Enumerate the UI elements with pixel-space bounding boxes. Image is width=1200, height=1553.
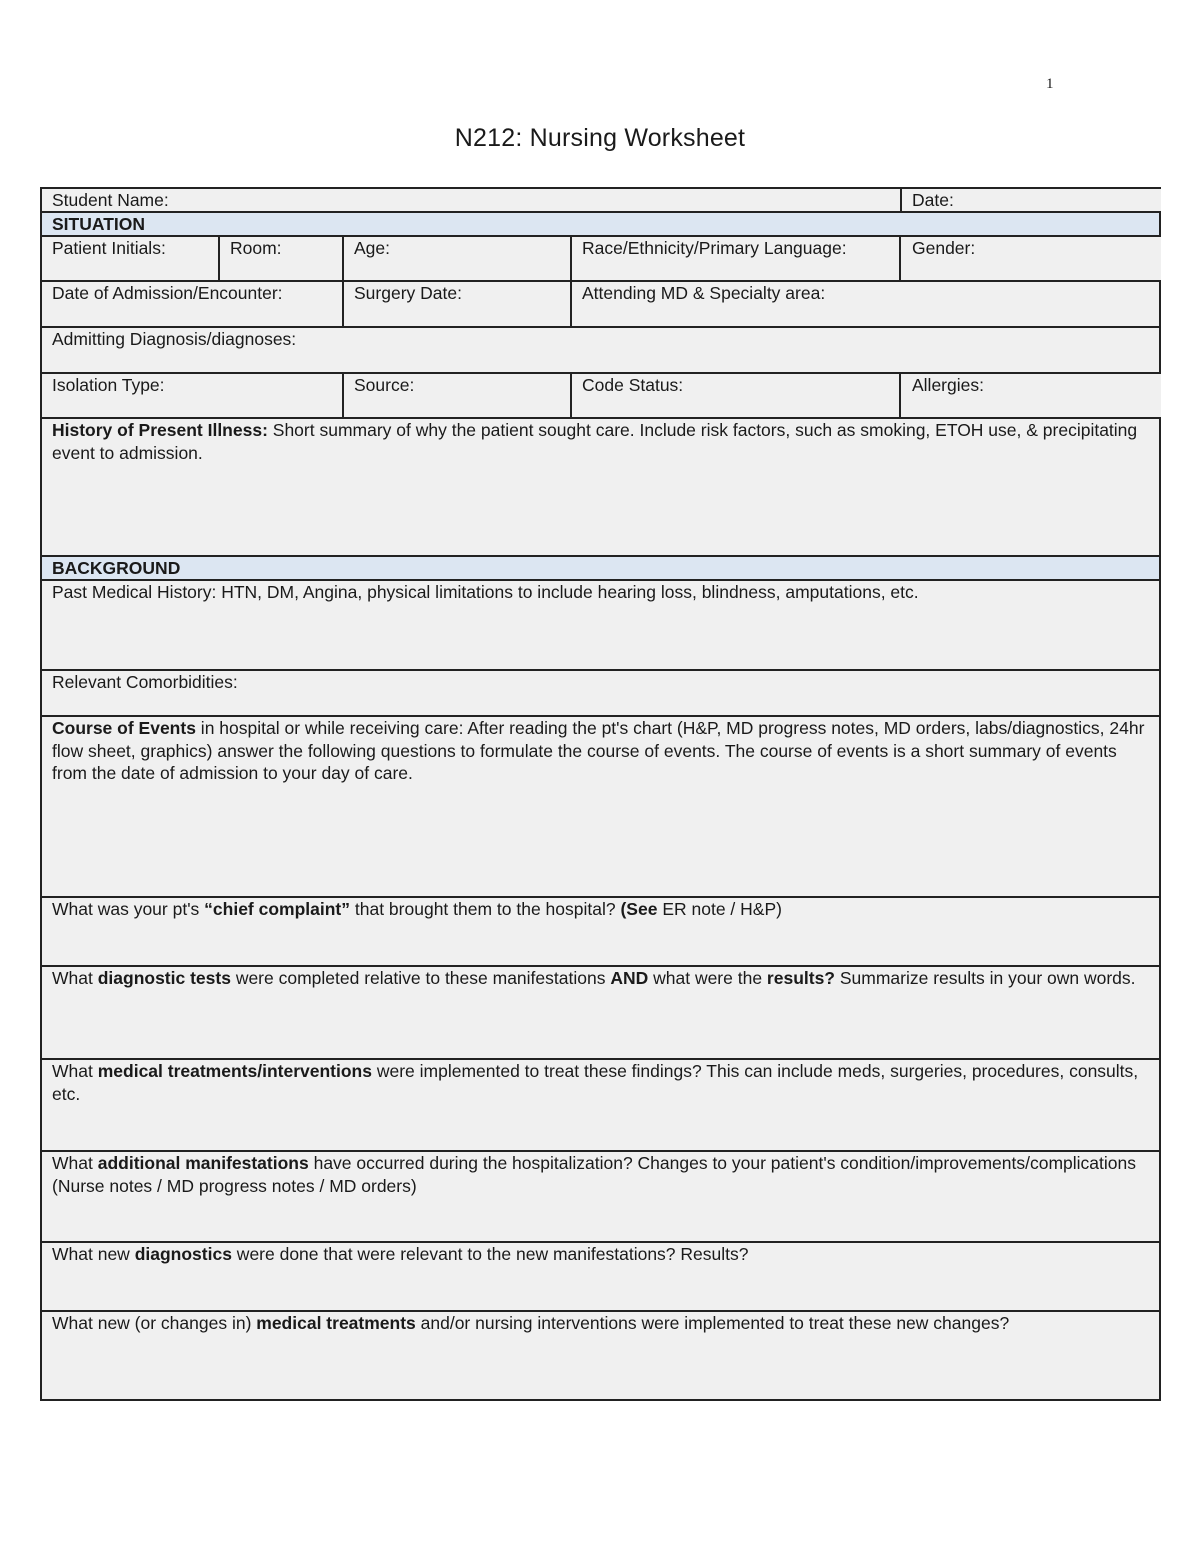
diagnostic-tests-field[interactable]: [42, 967, 1159, 1058]
date-field[interactable]: [902, 189, 1161, 211]
new-treatments-field[interactable]: [42, 1312, 1159, 1399]
attending-md-field[interactable]: [572, 282, 1159, 326]
q4-text-a: What: [52, 1153, 98, 1173]
gender-label: Gender:: [912, 238, 976, 258]
comorbidities-label: Relevant Comorbidities:: [52, 672, 238, 692]
q1-bold-d: (See: [620, 899, 658, 919]
past-medical-history-field[interactable]: [42, 581, 1159, 669]
q3-bold-b: medical treatments/interventions: [97, 1061, 372, 1081]
course-label: Course of Events: [52, 718, 196, 738]
admission-date-label: Date of Admission/Encounter:: [52, 283, 283, 303]
allergies-label: Allergies:: [912, 375, 984, 395]
surgery-date-label: Surgery Date:: [354, 283, 462, 303]
q2-bold-b: diagnostic tests: [97, 968, 231, 988]
q4-text-c: have occurred during the hospitalization? Changes to your patient's condition/improvements/complications (Nurse notes / MD progress notes / MD orders): [52, 1153, 1136, 1196]
student-name-label: Student Name:: [52, 190, 169, 210]
admitting-diagnosis-label: Admitting Diagnosis/diagnoses:: [52, 329, 297, 349]
isolation-type-label: Isolation Type:: [52, 375, 165, 395]
q1-text-c: that brought them to the hospital?: [350, 899, 621, 919]
q5-text-a: What new: [52, 1244, 135, 1264]
history-present-illness-field[interactable]: [42, 419, 1159, 555]
gender-field[interactable]: [902, 237, 1161, 280]
allergies-field[interactable]: [902, 374, 1161, 417]
q4-bold-b: additional manifestations: [97, 1153, 309, 1173]
q6-text-c: and/or nursing interventions were implemented to treat these new changes?: [415, 1313, 1010, 1333]
q6-text-a: What new (or changes in): [52, 1313, 257, 1333]
race-label: Race/Ethnicity/Primary Language:: [582, 238, 847, 258]
patient-initials-field[interactable]: [42, 237, 218, 280]
admitting-diagnosis-field[interactable]: [42, 328, 1159, 372]
patient-initials-label: Patient Initials:: [52, 238, 166, 258]
source-label: Source:: [354, 375, 415, 395]
age-label: Age:: [354, 238, 390, 258]
code-status-field[interactable]: [572, 374, 899, 417]
student-name-field[interactable]: [42, 189, 900, 211]
race-field[interactable]: [572, 237, 899, 280]
admission-date-field[interactable]: [42, 282, 342, 326]
page-number: 1: [1046, 76, 1054, 92]
q1-bold-b: “chief complaint”: [204, 899, 351, 919]
situation-header: SITUATION: [42, 213, 1159, 235]
q5-text-c: were done that were relevant to the new manifestations? Results?: [231, 1244, 749, 1264]
background-header: BACKGROUND: [42, 557, 1159, 579]
pmh-text: Past Medical History: HTN, DM, Angina, physical limitations to include hearing loss, blindness, amputations, etc.: [52, 582, 919, 602]
q2-text-g: Summarize results in your own words.: [835, 968, 1136, 988]
hpi-label: History of Present Illness:: [52, 420, 268, 440]
attending-md-label: Attending MD & Specialty area:: [582, 283, 826, 303]
chief-complaint-field[interactable]: [42, 898, 1159, 965]
new-diagnostics-field[interactable]: [42, 1243, 1159, 1310]
q3-text-a: What: [52, 1061, 98, 1081]
room-field[interactable]: [220, 237, 342, 280]
source-field[interactable]: [344, 374, 570, 417]
hpi-text: Short summary of why the patient sought care. Include risk factors, such as smoking, ETOH use, & precipitating event to admission.: [52, 420, 1138, 463]
medical-treatments-field[interactable]: [42, 1060, 1159, 1150]
q2-text-a: What: [52, 968, 98, 988]
surgery-date-field[interactable]: [344, 282, 570, 326]
q2-text-c: were completed relative to these manifestations: [230, 968, 611, 988]
q1-text-a: What was your pt's: [52, 899, 205, 919]
worksheet-form: [40, 187, 1161, 1401]
comorbidities-field[interactable]: [42, 671, 1159, 715]
age-field[interactable]: [344, 237, 570, 280]
q5-bold-b: diagnostics: [134, 1244, 232, 1264]
course-text: in hospital or while receiving care: After reading the pt's chart (H&P, MD progress notes, MD orders, labs/diagnostics, 24hr flow sheet, graphics) answer the following questions to formulate the course of events. The course of events is a short summary of events from the date of admission to your day of care.: [52, 718, 1145, 783]
room-label: Room:: [230, 238, 282, 258]
isolation-type-field[interactable]: [42, 374, 342, 417]
q1-text-e: ER note / H&P): [657, 899, 782, 919]
q6-bold-b: medical treatments: [256, 1313, 416, 1333]
q2-bold-d: AND: [610, 968, 649, 988]
additional-manifestations-field[interactable]: [42, 1152, 1159, 1241]
q2-text-e: what were the: [648, 968, 767, 988]
course-of-events-field[interactable]: [42, 717, 1159, 896]
code-status-label: Code Status:: [582, 375, 684, 395]
date-label: Date:: [912, 190, 954, 210]
page-title: N212: Nursing Worksheet: [454, 124, 746, 152]
q3-text-c: were implemented to treat these findings? This can include meds, surgeries, procedures, consults, etc.: [52, 1061, 1139, 1104]
q2-bold-f: results?: [766, 968, 835, 988]
